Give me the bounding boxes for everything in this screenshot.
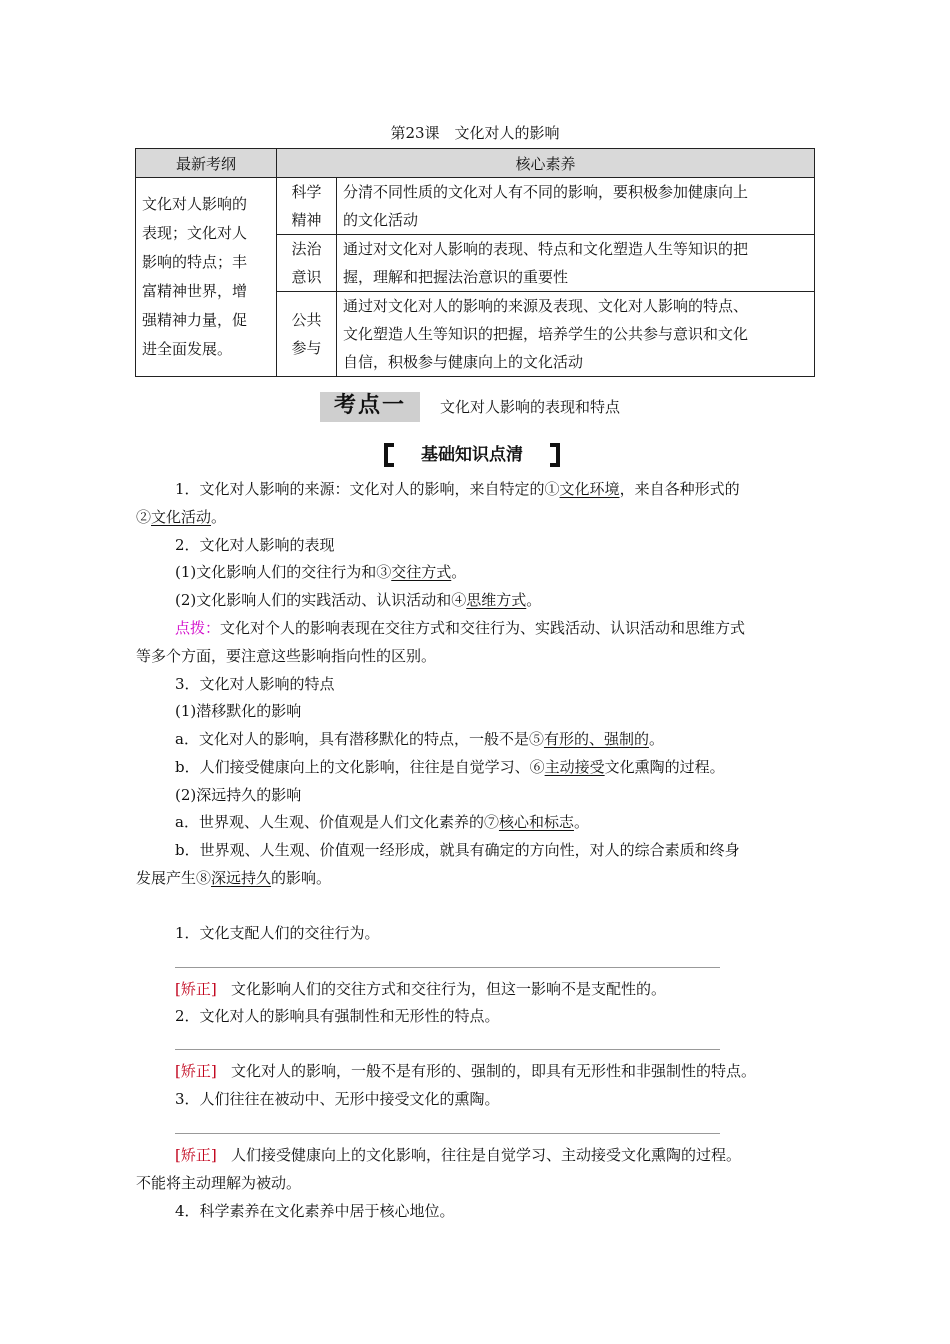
text: 。 [211, 508, 227, 526]
text: 发展产生⑧ [136, 869, 212, 887]
text: 。 [573, 813, 589, 831]
answer-blank: 深远持久 [211, 869, 272, 887]
literacy-desc-cell [337, 235, 815, 292]
body-paragraph [175, 561, 466, 582]
literacy-name-cell [277, 292, 337, 377]
answer-blank: 交往方式 [391, 563, 452, 581]
answer-blank: 文化活动 [151, 508, 212, 526]
body-paragraph [175, 478, 740, 499]
text: 文化熏陶的过程。 [604, 758, 725, 776]
body-paragraph: (1)潜移默化的影响 [175, 702, 302, 720]
literacy-desc-cell [337, 292, 815, 377]
syllabus-table [135, 148, 815, 377]
body-paragraph [175, 811, 589, 832]
body-paragraph [136, 506, 226, 527]
answer-blank: 有形的、强制的 [543, 730, 649, 748]
answer-blank: 文化环境 [559, 480, 620, 498]
correction-label: [矫正] [175, 1062, 217, 1080]
text: (1)文化影响人们的交往行为和③ [175, 563, 392, 581]
tip-label: 点拨： [175, 619, 221, 637]
literacy-name: 公共 [291, 311, 322, 329]
text: 。 [526, 591, 542, 609]
correction-statement: 2．文化对人的影响具有强制性和无形性的特点。 [175, 1007, 500, 1025]
answer-blank: 主动接受 [544, 758, 605, 776]
body-paragraph: 2．文化对人影响的表现 [175, 536, 335, 554]
answer-blank: 思维方式 [466, 591, 527, 609]
text: ，来自各种形式的 [619, 480, 740, 498]
correction-statement: 3．人们往往在被动中、无形中接受文化的熏陶。 [175, 1090, 500, 1108]
text: b．人们接受健康向上的文化影响，往往是自觉学习、⑥ [175, 758, 545, 776]
literacy-desc: 握，理解和把握法治意识的重要性 [343, 268, 569, 286]
syllabus-line: 进全面发展。 [142, 340, 233, 358]
literacy-name: 参与 [291, 339, 322, 357]
kaodian-label: 考点一 [333, 393, 406, 418]
text: a．文化对人的影响，具有潜移默化的特点，一般不是⑤ [175, 730, 544, 748]
text: 。 [451, 563, 467, 581]
literacy-desc: 自信，积极参与健康向上的文化活动 [343, 353, 584, 371]
answer-line [175, 967, 720, 968]
literacy-desc: 通过对文化对人影响的表现、特点和文化塑造人生等知识的把 [343, 240, 749, 258]
body-paragraph: 3．文化对人影响的特点 [175, 675, 335, 693]
text: 文化对个人的影响表现在交往方式和交往行为、实践活动、认识活动和思维方式 [220, 619, 746, 637]
text: a．世界观、人生观、价值观是人们文化素养的⑦ [175, 813, 499, 831]
body-paragraph: (2)深远持久的影响 [175, 786, 302, 804]
body-paragraph [175, 589, 541, 610]
header-syllabus: 最新考纲 [136, 149, 277, 178]
literacy-name: 法治 [291, 240, 322, 258]
syllabus-line: 影响的特点；丰 [142, 253, 248, 271]
literacy-desc: 通过对文化对人的影响的来源及表现、文化对人影响的特点、 [343, 297, 749, 315]
syllabus-cell [136, 178, 277, 377]
kaodian-subtitle: 文化对人影响的表现和特点 [440, 398, 621, 416]
literacy-desc: 的文化活动 [343, 211, 419, 229]
text: 文化影响人们的交往方式和交往行为，但这一影响不是支配性的。 [231, 980, 667, 998]
correction-fix [175, 978, 666, 999]
correction-label: [矫正] [175, 1146, 217, 1164]
correction-fix [175, 1060, 756, 1081]
body-paragraph: b．世界观、人生观、价值观一经形成，就具有确定的方向性，对人的综合素质和终身 [175, 841, 740, 859]
correction-fix [175, 1144, 741, 1165]
literacy-name-cell [277, 178, 337, 235]
table-row [136, 178, 815, 235]
literacy-name: 精神 [291, 211, 322, 229]
text: (2)文化影响人们的实践活动、认识活动和④ [175, 591, 467, 609]
tip-paragraph: 等多个方面，要注意这些影响指向性的区别。 [136, 647, 437, 665]
literacy-desc: 文化塑造人生等知识的把握，培养学生的公共参与意识和文化 [343, 325, 749, 343]
literacy-name: 意识 [291, 268, 322, 286]
text: 。 [648, 730, 664, 748]
page-title: 第23课 文化对人的影响 [390, 124, 560, 142]
answer-blank: 核心和标志 [498, 813, 574, 831]
text: 1．文化对人影响的来源：文化对人的影响，来自特定的① [175, 480, 560, 498]
syllabus-line: 表现；文化对人 [142, 224, 248, 242]
body-paragraph [175, 728, 664, 749]
table-header-row [136, 149, 815, 178]
correction-fix: 不能将主动理解为被动。 [136, 1174, 302, 1192]
correction-label: [矫正] [175, 980, 217, 998]
literacy-desc-cell [337, 178, 815, 235]
literacy-name-cell [277, 235, 337, 292]
text: 文化对人的影响，一般不是有形的、强制的，即具有无形性和非强制性的特点。 [231, 1062, 757, 1080]
syllabus-line: 文化对人影响的 [142, 195, 248, 213]
header-core-literacy: 核心素养 [277, 149, 815, 178]
literacy-name: 科学 [291, 183, 322, 201]
body-paragraph [175, 756, 725, 777]
answer-line [175, 1133, 720, 1134]
answer-line [175, 1049, 720, 1050]
literacy-desc: 分清不同性质的文化对人有不同的影响，要积极参加健康向上 [343, 183, 749, 201]
syllabus-line: 富精神世界，增 [142, 282, 248, 300]
body-paragraph [136, 867, 331, 888]
text: ② [136, 508, 152, 526]
correction-statement: 4．科学素养在文化素养中居于核心地位。 [175, 1202, 455, 1220]
bracket-right-icon [550, 443, 560, 467]
text: 的影响。 [271, 869, 332, 887]
correction-statement: 1．文化支配人们的交往行为。 [175, 924, 380, 942]
syllabus-line: 强精神力量，促 [142, 311, 248, 329]
text: 人们接受健康向上的文化影响，往往是自觉学习、主动接受文化熏陶的过程。 [231, 1146, 742, 1164]
section-tag: 基础知识点清 [421, 445, 523, 465]
tip-paragraph [175, 617, 745, 638]
